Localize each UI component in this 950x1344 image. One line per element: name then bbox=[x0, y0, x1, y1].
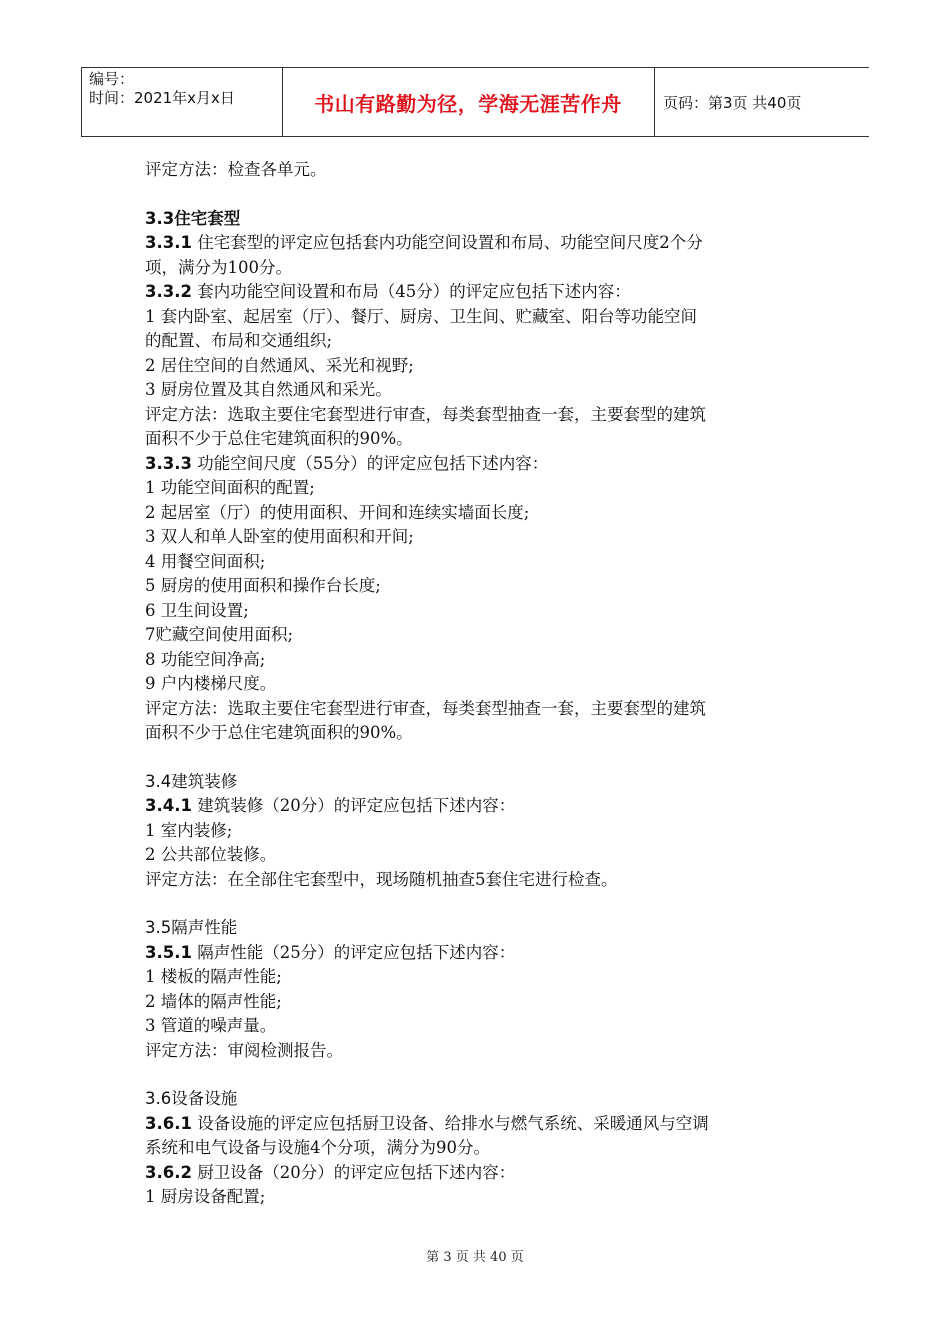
clause-number: 3.4.1 bbox=[145, 796, 192, 815]
clause-text: 建筑装修（20分）的评定应包括下述内容： bbox=[191, 796, 516, 815]
clause-text: 厨卫设备（20分）的评定应包括下述内容： bbox=[191, 1162, 516, 1182]
section-heading: 3.4建筑装修 bbox=[145, 771, 238, 791]
clause bbox=[145, 1112, 815, 1137]
clause-number: 3.3.2 bbox=[145, 282, 192, 301]
list-item: 8 功能空间净高; bbox=[145, 649, 266, 669]
section-heading: 3.6设备设施 bbox=[145, 1089, 238, 1108]
clause-number: 3.3.3 bbox=[145, 453, 192, 473]
clause-text: 项，满分为100分。 bbox=[145, 257, 292, 277]
list-item: 2 墙体的隔声性能; bbox=[145, 991, 282, 1011]
clause-number: 3.6.2 bbox=[145, 1162, 192, 1182]
list-item: 1 室内装修; bbox=[145, 820, 233, 840]
header-motto: 书山有路勤为径，学海无涯苦作舟 bbox=[314, 91, 622, 116]
clause bbox=[145, 941, 815, 966]
clause bbox=[145, 231, 815, 256]
method-line: 评定方法：审阅检测报告。 bbox=[145, 1040, 343, 1060]
clause-text: 住宅套型的评定应包括套内功能空间设置和布局、功能空间尺度2个分 bbox=[191, 233, 703, 252]
clause bbox=[145, 452, 815, 477]
list-item: 3 厨房位置及其自然通风和采光。 bbox=[145, 380, 392, 399]
list-item: 3 双人和单人卧室的使用面积和开间; bbox=[145, 527, 414, 546]
list-item: 3 管道的噪声量。 bbox=[145, 1016, 277, 1035]
clause bbox=[145, 280, 815, 305]
clause-text: 设备设施的评定应包括厨卫设备、给排水与燃气系统、采暖通风与空调 bbox=[191, 1113, 709, 1133]
method-line: 面积不少于总住宅建筑面积的90%。 bbox=[145, 723, 413, 742]
list-item: 的配置、布局和交通组织; bbox=[145, 331, 333, 350]
list-item: 1 厨房设备配置; bbox=[145, 1187, 266, 1206]
clause-text: 功能空间尺度（55分）的评定应包括下述内容： bbox=[191, 453, 549, 473]
header-meta bbox=[89, 70, 279, 108]
method-line: 评定方法：检查各单元。 bbox=[145, 160, 327, 179]
clause bbox=[145, 794, 815, 819]
list-item: 2 起居室（厅）的使用面积、开间和连续实墙面长度; bbox=[145, 502, 530, 522]
header-page-info: 页码：第3页 共40页 bbox=[663, 93, 802, 112]
section-heading: 3.3住宅套型 bbox=[145, 208, 241, 228]
list-item: 9 户内楼梯尺度。 bbox=[145, 674, 277, 693]
header-divider bbox=[654, 68, 655, 136]
clause-number: 3.3.1 bbox=[145, 233, 192, 252]
clause-number: 3.5.1 bbox=[145, 942, 192, 962]
date-label: 时间：2021年x月x日 bbox=[89, 89, 235, 107]
page-footer: 第 3 页 共 40 页 bbox=[426, 1250, 524, 1265]
clause-text: 套内功能空间设置和布局（45分）的评定应包括下述内容： bbox=[191, 282, 631, 301]
header-table bbox=[81, 67, 869, 137]
method-line: 评定方法：在全部住宅套型中，现场随机抽查5套住宅进行检查。 bbox=[145, 869, 618, 889]
method-line: 评定方法：选取主要住宅套型进行审查，每类套型抽查一套，主要套型的建筑 bbox=[145, 698, 706, 718]
clause-text: 系统和电气设备与设施4个分项，满分为90分。 bbox=[145, 1138, 490, 1157]
list-item: 2 公共部位装修。 bbox=[145, 845, 277, 864]
list-item: 1 功能空间面积的配置; bbox=[145, 478, 315, 497]
list-item: 7贮藏空间使用面积; bbox=[145, 625, 294, 644]
list-item: 4 用餐空间面积; bbox=[145, 551, 266, 571]
list-item: 5 厨房的使用面积和操作台长度; bbox=[145, 576, 381, 595]
method-line: 评定方法：选取主要住宅套型进行审查，每类套型抽查一套，主要套型的建筑 bbox=[145, 404, 706, 424]
clause-text: 隔声性能（25分）的评定应包括下述内容： bbox=[191, 942, 516, 962]
header-divider bbox=[81, 68, 82, 136]
list-item: 6 卫生间设置; bbox=[145, 600, 249, 620]
serial-label: 编号： bbox=[89, 70, 135, 88]
clause bbox=[145, 1161, 815, 1186]
list-item: 1 套内卧室、起居室（厅）、餐厅、厨房、卫生间、贮藏室、阳台等功能空间 bbox=[145, 306, 697, 326]
method-line: 面积不少于总住宅建筑面积的90%。 bbox=[145, 429, 413, 448]
section-heading: 3.5隔声性能 bbox=[145, 918, 238, 937]
list-item: 1 楼板的隔声性能; bbox=[145, 967, 282, 986]
document-body bbox=[145, 158, 815, 1210]
clause-number: 3.6.1 bbox=[145, 1113, 192, 1133]
list-item: 2 居住空间的自然通风、采光和视野; bbox=[145, 355, 414, 375]
